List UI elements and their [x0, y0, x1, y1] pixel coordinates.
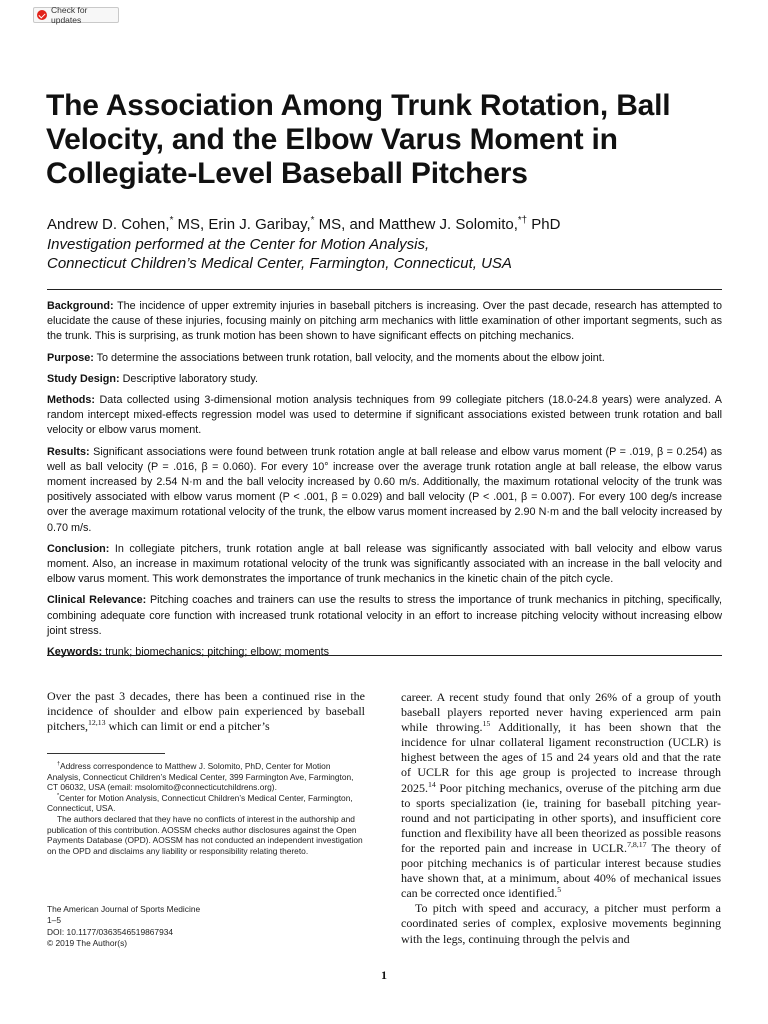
footnote-rule	[47, 753, 165, 754]
affiliation-line: Connecticut Children’s Medical Center, Farmington, Connecticut, USA	[47, 255, 512, 272]
citation-ref[interactable]: 14	[428, 779, 436, 789]
footnote-disclosure: The authors declared that they have no conflicts of interest in the authorship and publication of this contribution. AOSSM checks author disclosures against the Open Payments Database (OPD). AOSSM has not conducted an independent investigation on the OPD and disclaims any liability or responsibility relating thereto.	[47, 813, 363, 856]
footnote-text: Address correspondence to Matthew J. Solomito, PhD, Center for Motion Analysis, Connecticut Children’s Medical Center, 399 Farmington Ave, Farmington, CT 06032, USA (email: msolomito@connecticutchildrens.org).	[47, 761, 354, 793]
body-paragraph	[401, 690, 721, 901]
citation-ref[interactable]: 12,13	[88, 718, 106, 728]
journal-pages: 1–5	[47, 915, 61, 926]
author-name: Erin J. Garibay,	[208, 216, 311, 233]
abstract-results	[47, 445, 722, 536]
abstract-label: Conclusion:	[47, 542, 110, 555]
abstract-background	[47, 299, 722, 345]
body-text: Additionally, it has been shown that the incidence for ulnar collateral ligament reconstruction (UCLR) is highest between the ages of 15 and 24 years old and that the rate of UCLR for this age group is projected to increase through 2025.	[401, 720, 721, 795]
abstract-top-rule	[47, 289, 722, 290]
abstract-label: Keywords:	[47, 646, 103, 659]
abstract-methods	[47, 393, 722, 439]
footnote-mark: *	[57, 792, 60, 799]
abstract-label: Background:	[47, 300, 114, 312]
body-text: Poor pitching mechanics, overuse of the pitching arm due to sports specialization (ie, training for baseball pitching year-round and not participating in other sports), and insufficient core function and flexibility have all been theorized as possible reasons for the reported pain and increase in UCLR.	[401, 780, 721, 855]
citation-ref[interactable]: 5	[557, 885, 562, 895]
abstract-keywords	[47, 645, 722, 660]
abstract-text: In collegiate pitchers, trunk rotation angle at ball release was significantly associated with ball velocity and elbow varus moment. Also, an increase in maximum rotational velocity of the trunk was significantly associated with an increase in the ball velocity and elbow varus moment. This work demonstrates the importance of trunk mechanics in the kinetic chain of the pitch cycle.	[47, 542, 722, 586]
body-paragraph: To pitch with speed and accuracy, a pitcher must perform a coordinated series of complex, explosive movements beginning with the legs, continuing through the pelvis and	[401, 901, 721, 946]
author-mark: *	[310, 215, 315, 226]
article-title: The Association Among Trunk Rotation, Ball Velocity, and the Elbow Varus Moment in Collegiate-Level Baseball Pitchers	[46, 89, 671, 190]
affiliation-line: Investigation performed at the Center for Motion Analysis,	[47, 236, 430, 253]
body-text: career. A recent study found that only 26% of a group of youth baseball players reported never having experienced arm pain while throwing.	[401, 690, 721, 735]
author-degree: MS,	[173, 216, 209, 233]
footnote-text: Center for Motion Analysis, Connecticut Children’s Medical Center, Farmington, Connecticut, USA.	[47, 792, 353, 814]
citation-ref[interactable]: 7,8,17	[627, 839, 647, 849]
body-text: The theory of poor pitching mechanics is of particular interest because studies have shown that, at a minimum, about 40% of mechanical issues can be corrected once identified.	[401, 840, 721, 901]
body-column-left	[47, 689, 365, 734]
abstract-label: Results:	[47, 445, 90, 458]
check-updates-icon	[37, 10, 47, 20]
journal-info	[47, 904, 200, 949]
check-for-updates-badge[interactable]	[33, 7, 119, 23]
body-text: Over the past 3 decades, there has been a continued rise in the incidence of shoulder and elbow pain experienced by baseball pitchers,	[47, 689, 365, 734]
abstract-text: The incidence of upper extremity injuries in baseball pitchers is increasing. Over the past decade, research has attempted to elucidate the cause of these injuries, focusing mainly on pitching arm mechanics with little examination of other important segments, such as the trunk. This is surprising, as trunk motion has been shown to have significant effects on pitching mechanics.	[47, 300, 722, 343]
author-degree: MS, and	[314, 216, 379, 233]
author-name: Andrew D. Cohen,	[47, 216, 170, 233]
abstract-study-design	[47, 372, 722, 387]
abstract-label: Clinical Relevance:	[47, 594, 147, 607]
abstract-text: Significant associations were found between trunk rotation angle at ball release and elbow varus moment (P = .019, β = 0.254) as well as ball velocity (P = .016, β = 0.060). For every 10° increase over the average trunk rotation angle at ball release, the elbow varus moment increased by 2.54 N·m and the ball velocity increased by 0.60 m/s. Additionally, the maximum rotational velocity of the trunk was positively associated with elbow varus moment (P < .001, β = 0.029) and ball velocity (P < .001, β = 0.007). For every 100 deg/s increase over the average maximum rotational velocity of the trunk, the elbow varus moment increased by 2.90 N·m and the ball velocity increased by 0.70 m/s.	[47, 445, 722, 534]
abstract-purpose	[47, 351, 722, 366]
abstract-conclusion	[47, 542, 722, 588]
footnote-affiliation	[47, 793, 365, 814]
author-list	[47, 215, 560, 234]
journal-name: The American Journal of Sports Medicine	[47, 904, 201, 914]
body-column-right	[401, 690, 721, 947]
abstract-label: Methods:	[47, 394, 95, 407]
body-text: which can limit or end a pitcher’s	[105, 719, 270, 734]
abstract-label: Study Design:	[47, 372, 120, 385]
page-number: 1	[381, 968, 387, 982]
body-paragraph	[47, 689, 365, 734]
abstract-text: Descriptive laboratory study.	[119, 372, 259, 385]
author-mark: *†	[517, 215, 528, 226]
author-mark: *	[169, 215, 174, 226]
abstract-clinical-relevance	[47, 593, 722, 639]
abstract-bottom-rule	[47, 655, 722, 656]
journal-doi[interactable]: DOI: 10.1177/0363546519867934	[47, 926, 174, 937]
footnote-correspondence	[47, 761, 365, 793]
abstract-text: trunk; biomechanics; pitching; elbow; moments	[102, 646, 330, 659]
author-name: Matthew J. Solomito,	[378, 216, 518, 233]
journal-copyright: © 2019 The Author(s)	[47, 937, 128, 948]
footnote-mark: †	[57, 761, 61, 768]
abstract-text: Data collected using 3-dimensional motion analysis techniques from 99 collegiate pitchers (18.0-24.8 years) were analyzed. A random intercept mixed-effects regression model was used to determine if significant associations existed between trunk rotation and ball velocity or elbow varus moment.	[47, 394, 722, 437]
check-for-updates-label: Check for updates	[51, 5, 88, 25]
author-degree: PhD	[527, 216, 561, 233]
affiliation	[47, 235, 512, 273]
abstract-text: Pitching coaches and trainers can use the results to stress the importance of trunk mechanics in pitching, specifically, combining adequate core function with increased trunk rotational velocity in an effort to increase pitching velocity without increasing elbow joint stress.	[47, 594, 722, 637]
abstract-text: To determine the associations between trunk rotation, ball velocity, and the moments about the elbow joint.	[93, 351, 605, 364]
footnotes	[47, 761, 365, 856]
abstract	[47, 299, 722, 666]
abstract-label: Purpose:	[47, 351, 94, 364]
citation-ref[interactable]: 15	[482, 719, 491, 729]
